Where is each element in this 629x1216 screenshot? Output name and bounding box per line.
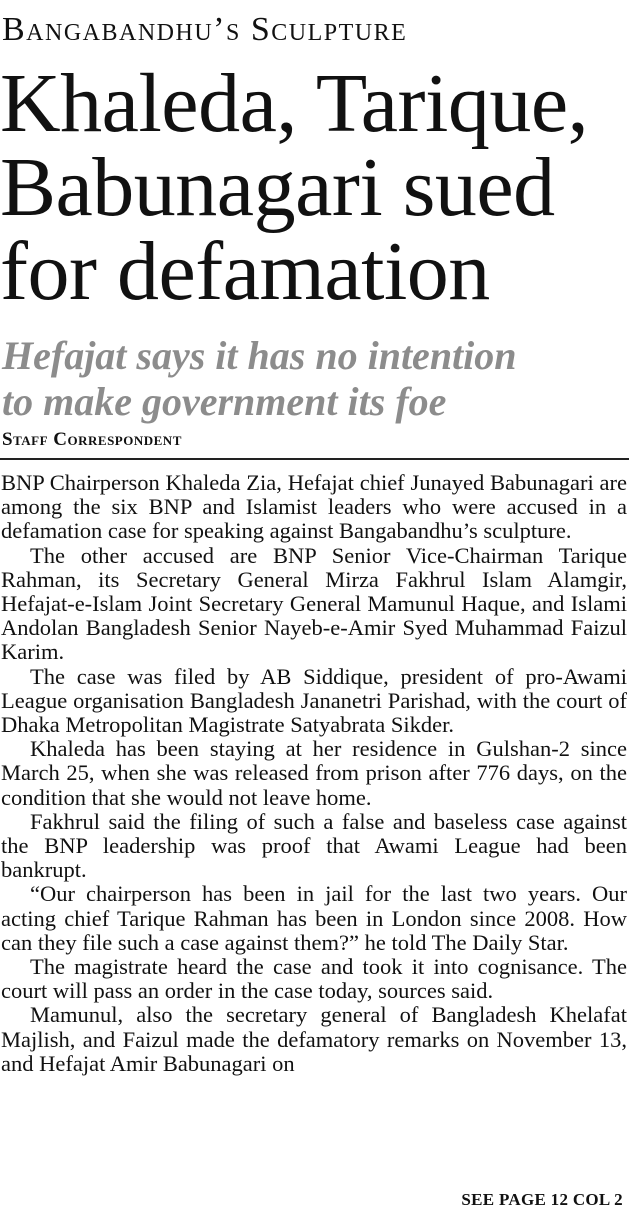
body-paragraph: “Our chairperson has been in jail for the last two years. Our acting chief Tarique Rahman has been in London since 2008. How can they file such a case against them?” he told The Daily Star. [1,881,627,955]
body-paragraph: Khaleda has been staying at her residence in Gulshan-2 since March 25, when she was released from prison after 776 days, on the condition that she would not leave home. [1,736,627,810]
article-headline [0,57,629,318]
headline-line: Khaleda, Tarique, [0,57,589,150]
headline-line: for defamation [0,225,490,318]
body-paragraph: The case was filed by AB Siddique, president of pro-Awami League organisation Bangladesh Jananetri Parishad, with the court of Dhaka Metropolitan Magistrate Satyabrata Sikder. [1,663,627,738]
subhead-line: Hefajat says it has no intention [2,333,517,378]
continued-on-page-link: SEE PAGE 12 COL 2 [461,1190,623,1209]
body-paragraph: Fakhrul said the filing of such a false and baseless case against the BNP leadership was proof that Awami League had been bankrupt. [1,808,627,883]
article-subhead [2,333,629,425]
body-paragraph: The magistrate heard the case and took it into cognisance. The court will pass an order in the case today, sources said. [1,954,627,1004]
article-body [1,471,627,1076]
body-paragraph: The other accused are BNP Senior Vice-Chairman Tarique Rahman, its Secretary General Mirza Fakhrul Islam Alamgir, Hefajat-e-Islam Joint Secretary General Mamunul Haque, and Islami Andolan Bangladesh Senior Nayeb-e-Amir Syed Muhammad Faizul Karim. [1,542,627,665]
headline-line: Babunagari sued [0,141,555,234]
subhead-line: to make government its foe [2,379,447,424]
article-byline: Staff Correspondent [2,429,182,450]
byline-divider [0,458,629,460]
body-paragraph: BNP Chairperson Khaleda Zia, Hefajat chief Junayed Babunagari are among the six BNP and Islamist leaders who were accused in a defamation case for speaking against Bangabandhu’s sculpture. [1,470,627,544]
body-paragraph: Mamunul, also the secretary general of Bangladesh Khelafat Majlish, and Faizul made the defamatory remarks on November 13, and Hefajat Amir Babunagari on [1,1002,627,1076]
article-kicker: Bangabandhu’s Sculpture [2,11,408,48]
